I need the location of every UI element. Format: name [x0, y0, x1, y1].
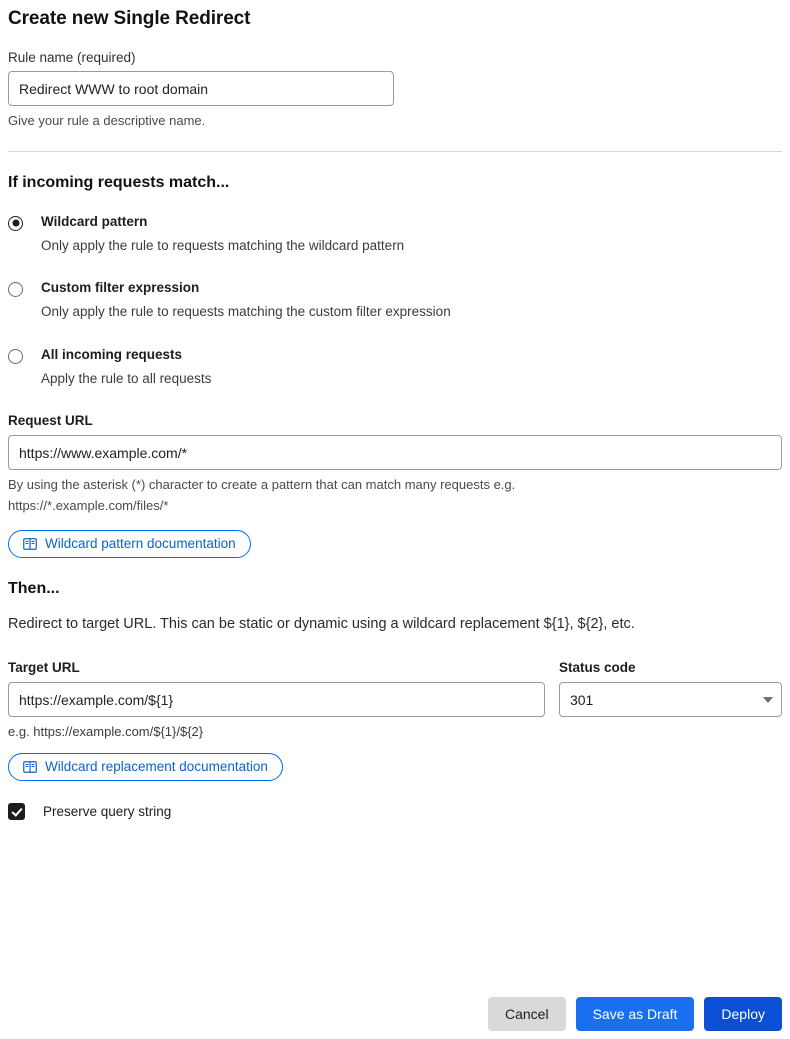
target-url-label: Target URL	[8, 660, 80, 676]
preserve-query-string-label: Preserve query string	[43, 804, 172, 820]
request-url-help-line1: By using the asterisk (*) character to create a pattern that can match many requests e.g.	[8, 477, 516, 493]
radio-description: Only apply the rule to requests matching the custom filter expression	[41, 304, 451, 320]
radio-circle-icon	[8, 349, 23, 364]
request-url-input[interactable]	[8, 435, 782, 470]
cancel-button[interactable]: Cancel	[488, 997, 566, 1031]
radio-option-wildcard-pattern[interactable]	[8, 214, 782, 254]
target-url-field	[8, 634, 545, 739]
match-section-heading: If incoming requests match...	[8, 173, 230, 191]
deploy-button[interactable]: Deploy	[704, 997, 782, 1031]
book-icon	[23, 760, 37, 774]
status-code-select[interactable]	[559, 682, 782, 717]
form-action-buttons	[488, 997, 782, 1031]
status-code-label: Status code	[558, 660, 636, 676]
page-title: Create new Single Redirect	[8, 8, 251, 29]
radio-description: Only apply the rule to requests matching the wildcard pattern	[41, 237, 405, 253]
radio-circle-icon	[8, 216, 23, 231]
doc-link-label: Wildcard replacement documentation	[45, 759, 268, 775]
wildcard-replacement-documentation-link[interactable]	[8, 753, 283, 781]
save-as-draft-button[interactable]: Save as Draft	[576, 997, 695, 1031]
target-and-status-row	[8, 634, 782, 739]
then-section-heading: Then...	[8, 579, 60, 597]
target-url-help: e.g. https://example.com/${1}/${2}	[8, 724, 204, 740]
radio-title: Custom filter expression	[41, 280, 200, 296]
radio-option-all-incoming-requests[interactable]	[8, 347, 782, 387]
radio-circle-icon	[8, 282, 23, 297]
match-options-group	[8, 214, 782, 387]
preserve-query-string-checkbox[interactable]	[8, 803, 782, 820]
rule-name-input[interactable]	[8, 71, 394, 106]
request-url-help-line2: https://*.example.com/files/*	[8, 497, 169, 513]
radio-description: Apply the rule to all requests	[41, 370, 212, 386]
doc-link-label: Wildcard pattern documentation	[45, 536, 236, 552]
section-divider	[8, 151, 782, 152]
rule-name-help: Give your rule a descriptive name.	[8, 113, 206, 128]
book-icon	[23, 537, 37, 551]
radio-option-custom-filter-expression[interactable]	[8, 280, 782, 320]
rule-name-label: Rule name (required)	[8, 50, 136, 65]
status-code-field	[559, 634, 782, 739]
target-url-input[interactable]	[8, 682, 545, 717]
request-url-label: Request URL	[8, 413, 93, 429]
then-section-description: Redirect to target URL. This can be static or dynamic using a wildcard replacement ${1}, ${2}, etc.	[8, 615, 635, 632]
checkmark-icon	[8, 803, 25, 820]
radio-title: All incoming requests	[41, 346, 183, 362]
create-single-redirect-page	[0, 8, 790, 1039]
wildcard-pattern-documentation-link[interactable]	[8, 530, 251, 558]
status-code-value[interactable]: 301	[559, 682, 782, 717]
radio-title: Wildcard pattern	[41, 213, 148, 229]
